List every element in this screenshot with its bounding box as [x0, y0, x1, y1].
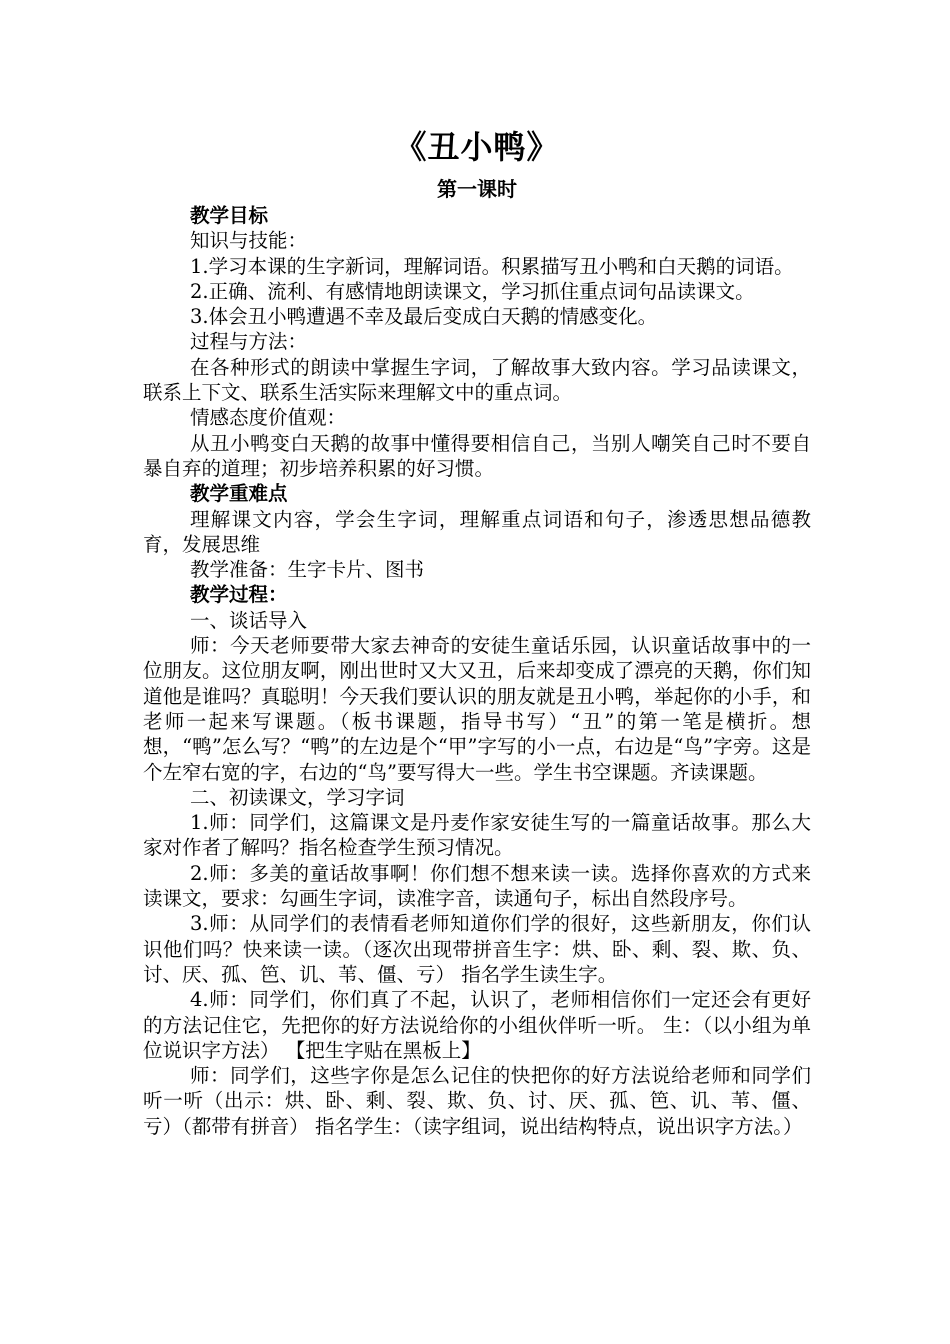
paragraph: 1.学习本课的生字新词，理解词语。积累描写丑小鸭和白天鹅的词语。 [190, 254, 794, 278]
paragraph: 4.师：同学们，你们真了不起，认识了，老师相信你们一定还会有更好的方法记住它，先把你的好方法说给你的小组伙伴听一听。 生：（以小组为单位说识字方法） 【把生字贴在黑板上】 [143, 988, 811, 1062]
paragraph: 3.体会丑小鸭遭遇不幸及最后变成白天鹅的情感变化。 [190, 305, 658, 329]
heading-teaching-goals: 教学目标 [190, 204, 269, 227]
section-heading: 二、初读课文，学习字词 [190, 785, 405, 809]
section-heading: 一、谈话导入 [190, 608, 308, 632]
paragraph: 理解课文内容，学会生字词，理解重点词语和句子，渗透思想品德教育，发展思维 [143, 507, 811, 556]
paragraph: 过程与方法： [190, 330, 308, 354]
paragraph: 3.师：从同学们的表情看老师知道你们学的很好，这些新朋友，你们认识他们吗？快来读一读。（逐次出现带拼音生字：烘、卧、剩、裂、欺、负、讨、厌、孤、笆、讥、苇、僵、亏） 指名学生读生字。 [143, 912, 811, 986]
paragraph: 1.师：同学们，这篇课文是丹麦作家安徒生写的一篇童话故事。那么大家对作者了解吗？指名检查学生预习情况。 [143, 811, 811, 860]
heading-key-points: 教学重难点 [190, 482, 288, 506]
paragraph: 知识与技能： [190, 229, 308, 253]
paragraph: 师：今天老师要带大家去神奇的安徒生童话乐园，认识童话故事中的一位朋友。这位朋友啊，刚出世时又大又丑，后来却变成了漂亮的天鹅，你们知道他是谁吗？真聪明！今天我们要认识的朋友就是丑小鸭，举起你的小手，和老师一起来写课题。（板书课题，指导书写）“丑”的第一笔是横折。想想，“鸭”怎么写？“鸭”的左边是个“甲”字写的小一点，右边是“鸟”字旁。这是个左窄右宽的字，右边的“鸟”要写得大一些。学生书空课题。齐读课题。 [143, 634, 811, 784]
paragraph: 2.师：多美的童话故事啊！你们想不想来读一读。选择你喜欢的方式来读课文，要求：勾画生字词，读准字音，读通句子，标出自然段序号。 [143, 861, 811, 911]
lesson-period-subtitle: 第一课时 [437, 177, 517, 201]
paragraph: 教学准备：生字卡片、图书 [190, 558, 425, 582]
document-body [143, 203, 811, 1139]
paragraph: 2.正确、流利、有感情地朗读课文，学习抓住重点词句品读课文。 [190, 279, 755, 303]
document-page [143, 125, 811, 1139]
paragraph: 情感态度价值观： [190, 406, 347, 430]
paragraph: 从丑小鸭变白天鹅的故事中懂得要相信自己，当别人嘲笑自己时不要自暴自弃的道理；初步培养积累的好习惯。 [143, 431, 811, 480]
paragraph: 师：同学们，这些字你是怎么记住的快把你的好方法说给老师和同学们听一听（出示：烘、卧、剩、裂、欺、负、讨、厌、孤、笆、讥、苇、僵、亏）（都带有拼音） 指名学生：（读字组词，说出结构特点，说出识字方法。） [143, 1064, 811, 1138]
paragraph: 在各种形式的朗读中掌握生字词，了解故事大致内容。学习品读课文，联系上下文、联系生活实际来理解文中的重点词。 [143, 355, 811, 405]
document-title: 《丑小鸭》 [394, 128, 560, 166]
heading-teaching-process: 教学过程： [190, 583, 288, 607]
